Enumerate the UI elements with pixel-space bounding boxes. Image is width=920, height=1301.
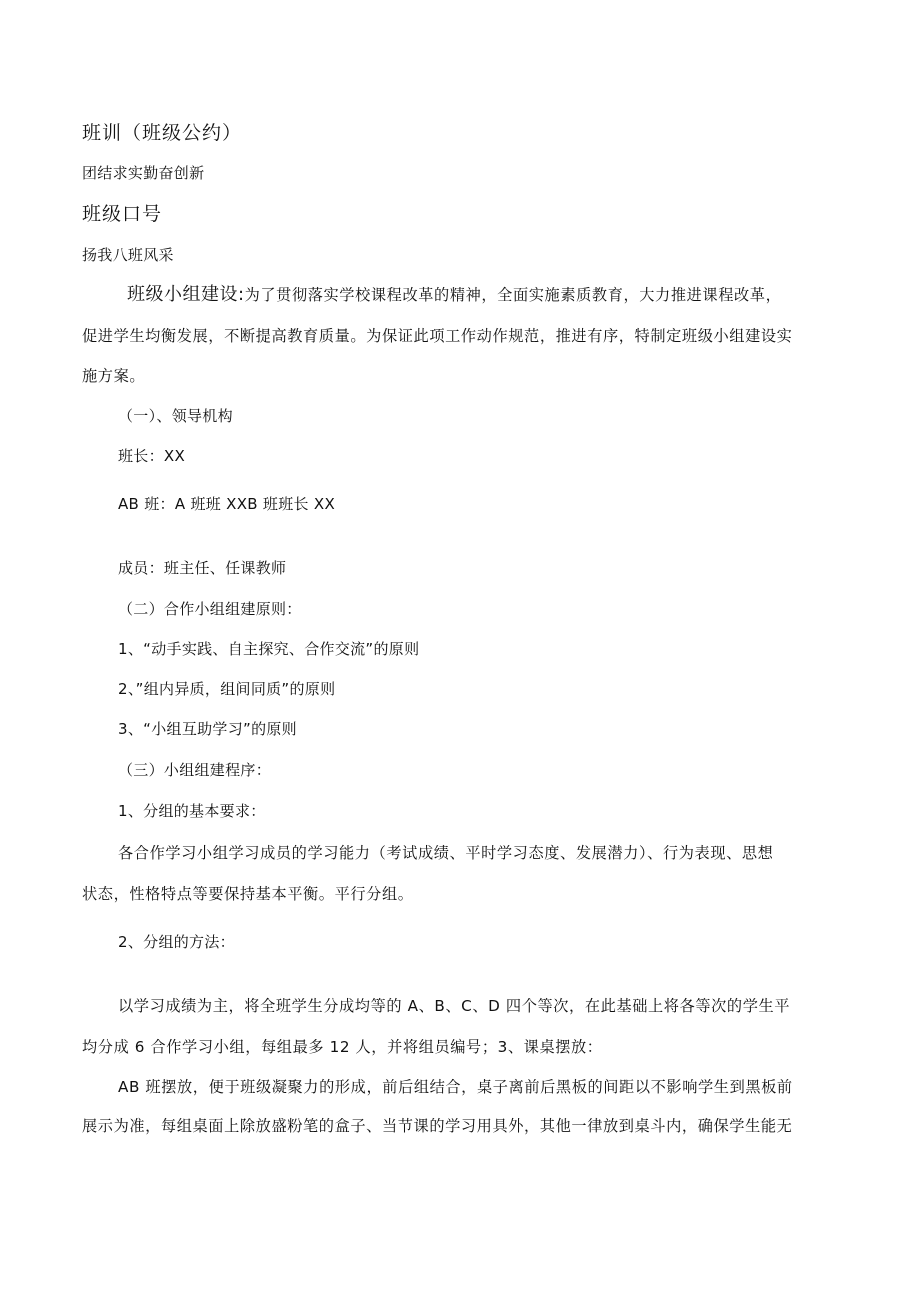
section2-principle-3: 3、“小组互助学习”的原则 — [118, 720, 297, 738]
class-motto-text: 团结求实勤奋创新 — [82, 164, 205, 182]
section1-heading: （一）、领导机构 — [118, 407, 233, 425]
section3-method-line-1: 以学习成绩为主，将全班学生分成均等的 A、B、C、D 四个等次，在此基础上将各等次的学生平 — [118, 997, 791, 1015]
section3-heading: （三）小组组建程序： — [118, 761, 272, 779]
intro-line-3: 施方案。 — [82, 367, 146, 385]
section3-desk-line-2: 展示为准，每组桌面上除放盛粉笔的盒子、当节课的学习用具外，其他一律放到桌斗内，确保学生能无 — [82, 1117, 793, 1135]
section3-desk-line-1: AB 班摆放，便于班级凝聚力的形成，前后组结合，桌子离前后黑板的间距以不影响学生到黑板前 — [118, 1078, 793, 1096]
class-slogan-text: 扬我八班风采 — [82, 246, 174, 264]
section3-method-title: 2、分组的方法： — [118, 933, 235, 951]
section2-principle-1: 1、“动手实践、自主探究、合作交流”的原则 — [118, 640, 420, 658]
section1-monitor: 班长：XX — [118, 447, 186, 465]
section1-ab: AB 班：A 班班 XXB 班班长 XX — [118, 495, 336, 513]
title-class-motto: 班训（班级公约） — [82, 122, 243, 144]
section2-principle-2: 2、”组内异质，组间同质”的原则 — [118, 680, 336, 698]
intro-lead: 班级小组建设: — [127, 284, 245, 305]
section3-req-line-2: 状态，性格特点等要保持基本平衡。平行分组。 — [82, 885, 414, 903]
section1-members: 成员：班主任、任课教师 — [118, 559, 287, 577]
title-class-slogan: 班级口号 — [82, 203, 163, 225]
intro-line-1 — [127, 285, 781, 305]
section3-req-line-1: 各合作学习小组学习成员的学习能力（考试成绩、平时学习态度、发展潜力）、行为表现、思想 — [118, 844, 774, 862]
intro-line-2: 促进学生均衡发展，不断提高教育质量。为保证此项工作动作规范，推进有序，特制定班级小组建设实 — [82, 327, 793, 345]
section2-heading: （二）合作小组组建原则： — [118, 600, 302, 618]
section3-method-line-2: 均分成 6 合作学习小组，每组最多 12 人，并将组员编号；3、课桌摆放： — [82, 1038, 603, 1056]
intro-line-1-text: 为了贯彻落实学校课程改革的精神，全面实施素质教育，大力推进课程改革， — [244, 286, 782, 304]
section3-req-title: 1、分组的基本要求： — [118, 802, 266, 820]
